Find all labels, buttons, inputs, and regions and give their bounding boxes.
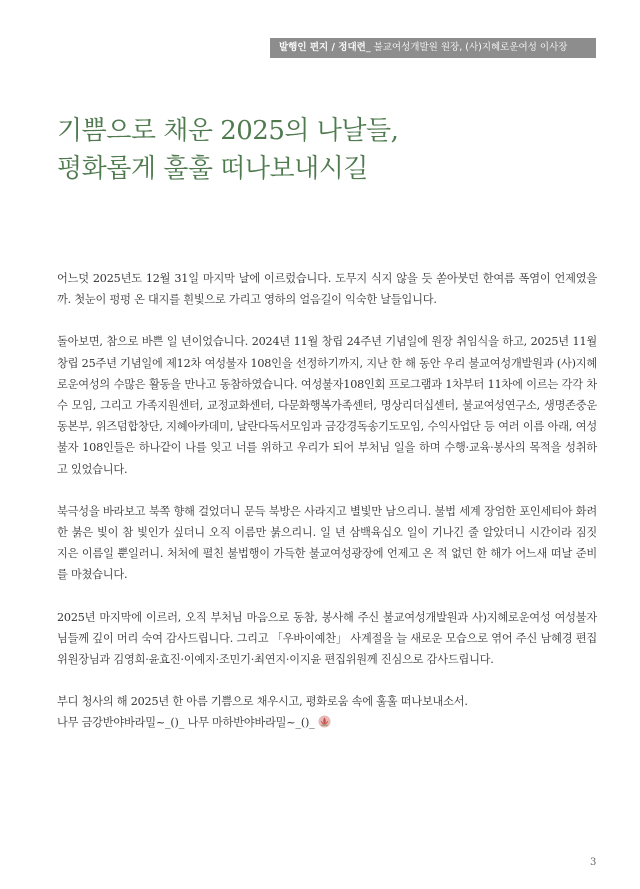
title-line-1: 기쁨으로 채운 2025의 나날들, xyxy=(57,116,399,146)
paragraph-1: 어느덧 2025년도 12월 31일 마지막 날에 이르렀습니다. 도무지 식지 않을 듯 쏟아붓던 한여름 폭염이 언제였을까. 첫눈이 펑펑 온 대지를 흰빛으로 가리고 영하의 얼음길이 익숙한 날들입니다. xyxy=(57,272,597,307)
paragraph-4: 2025년 마지막에 이르러, 오직 부처님 마음으로 동참, 봉사해 주신 불교여성개발원과 사)지혜로운여성 여성불자님들께 깊이 머리 숙여 감사드립니다. 그리고 「우바이예찬」 사계절을 늘 새로운 모습으로 엮어 주신 남혜경 편집위원장님과 김영희·윤효진·이예지·조민기·최연지·이지윤 편집위원께 진심으로 감사드립니다. xyxy=(57,610,597,667)
paragraph-2: 돌아보면, 참으로 바쁜 일 년이었습니다. 2024년 11월 창립 24주년 기념일에 원장 취임식을 하고, 2025년 11월 창립 25주년 기념일에 제12차 여성불자 108인을 선정하기까지, 지난 한 해 동안 우리 불교여성개발원과 (사)지혜로운여성의 수많은 활동을 만나고 동참하였습니다. 여성불자108인회 프로그램과 1차부터 11차에 이르는 각각 차수 모임, 그리고 가족지원센터, 교정교화센터, 다문화행복가족센터, 명상리더십센터, 불교여성연구소, 생명존중운동본부, 위즈덤합창단, 지혜아카데미, 날란다독서모임과 금강경독송기도모임, 수익사업단 등 여러 이름 아래, 여성불자 108인들은 하나같이 나를 잊고 너를 위하고 우리가 되어 부처님 일을 하며 수행·교육·봉사의 목적을 성취하고 있었습니다. xyxy=(57,335,597,476)
closing-paragraph xyxy=(57,691,597,733)
section-header xyxy=(270,38,596,58)
title-line-2: 평화롭게 훌훌 떠나보내시길 xyxy=(57,154,368,184)
letter-body xyxy=(57,268,597,734)
lotus-icon xyxy=(318,715,331,728)
closing-line-1: 부디 청사의 해 2025년 한 아름 기쁨으로 채우시고, 평화로움 속에 훌훌 떠나보내소서. xyxy=(57,695,468,709)
section-label: 발행인 편지 / 정대련 xyxy=(279,42,366,53)
page-number: 3 xyxy=(590,857,597,868)
author-affiliation: _ 불교여성개발원 원장, (사)지혜로운여성 이사장 xyxy=(365,42,568,53)
closing-line-2 xyxy=(57,712,597,733)
paragraph-3: 북극성을 바라보고 북쪽 향해 걸었더니 문득 북방은 사라지고 별빛만 남으리니. 불법 세계 장엄한 포인세티아 화려한 붉은 빛이 참 빛인가 싶더니 오직 이름만 붉으리니. 일 년 삼백육십오 일이 기나긴 줄 알았더니 시간이라 짐짓 지은 이름일 뿐일러니. 처처에 펼친 불법행이 가득한 불교여성광장에 언제고 온 적 없던 한 해가 어느새 떠날 준비를 마쳤습니다. xyxy=(57,504,597,582)
closing-line-2-text: 나무 금강반야바라밀~_()_ 나무 마하반야바라밀~_()_ xyxy=(57,716,315,730)
page-title xyxy=(57,112,398,188)
